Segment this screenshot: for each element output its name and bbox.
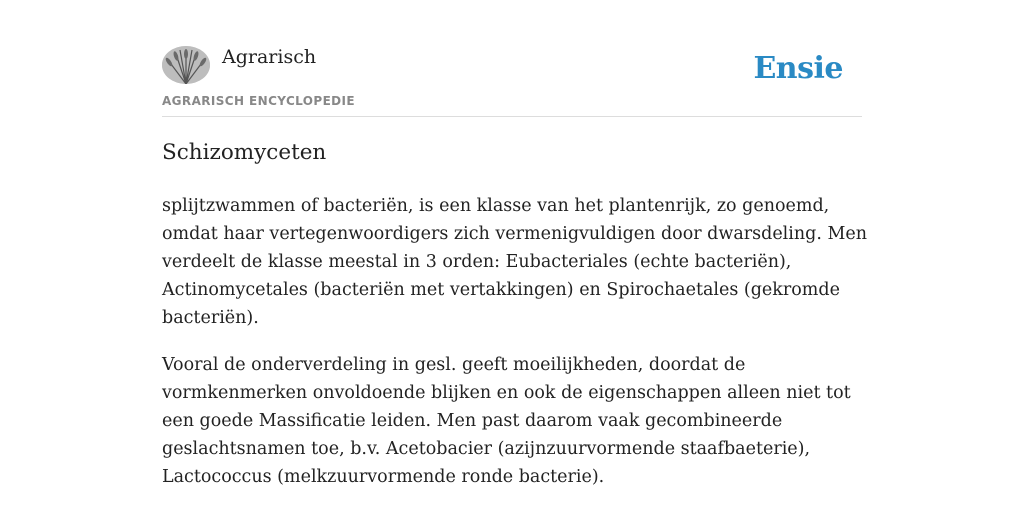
- article-paragraph: splijtzwammen of bacteriën, is een klasse van het plantenrijk, zo genoemd, omdat haar vertegenwoordigers zich vermenigvuldigen door dwarsdeling. Men verdeelt de klasse meestal in 3 orden: Eubacteriales (echte bacteriën), Actinomycetales (bacteriën met vertakkingen) en Spirochaetales (gekromde bacteriën).: [162, 196, 868, 328]
- header: [162, 44, 862, 117]
- page-title: Schizomyceten: [162, 140, 327, 165]
- source-name[interactable]: Agrarisch: [222, 46, 317, 68]
- wheat-sheaf-icon[interactable]: [162, 46, 210, 84]
- article-paragraph: Vooral de onderverdeling in gesl. geeft moeilijkheden, doordat de vormkenmerken onvoldoende blijken en ook de eigenschappen alleen niet tot een goede Massificatie leiden. Men past daarom vaak gecombineerde geslachtsnamen toe, b.v. Acetobacier (azijnzuurvormende staafbaeterie), Lactococcus (melkzuurvormende ronde bacterie).: [162, 355, 851, 487]
- source-subtitle: AGRARISCH ENCYCLOPEDIE: [162, 94, 355, 108]
- brand-logo[interactable]: Ensie: [753, 51, 843, 86]
- article-body: [162, 192, 872, 510]
